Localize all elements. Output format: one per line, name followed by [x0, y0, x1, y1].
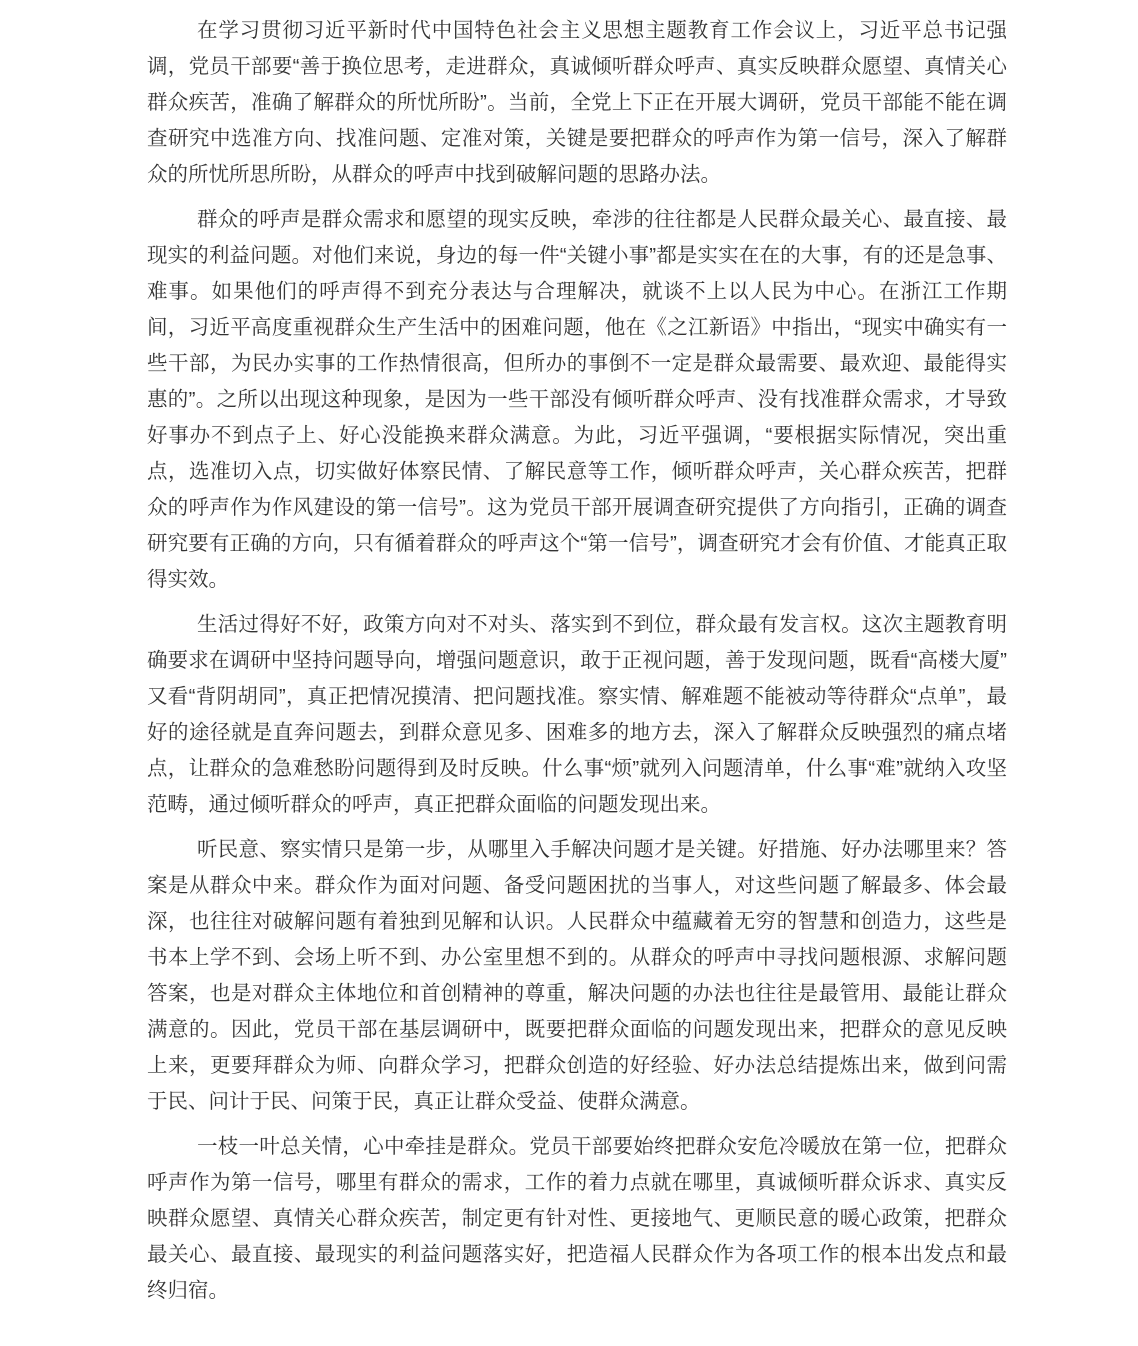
paragraph-problem-orientation: 生活过得好不好，政策方向对不对头、落实到不到位，群众最有发言权。这次主题教育明确要求在调研中坚持问题导向，增强问题意识，敢于正视问题，善于发现问题，既看“高楼大厦”又看“背阴胡同”，真正把情况摸清、把问题找准。察实情、解难题不能被动等待群众“点单”，最好的途径就是直奔问题去，到群众意见多、困难多的地方去，深入了解群众反映强烈的痛点堵点，让群众的急难愁盼问题得到及时反映。什么事“烦”就列入问题清单，什么事“难”就纳入攻坚范畴，通过倾听群众的呼声，真正把群众面临的问题发现出来。: [147, 613, 1007, 816]
paragraph-intro-topic: 在学习贯彻习近平新时代中国特色社会主义思想主题教育工作会议上，习近平总书记强调，党员干部要“善于换位思考，走进群众，真诚倾听群众呼声、真实反映群众愿望、真情关心群众疾苦，准确了解群众的所忧所盼”。当前，全党上下正在开展大调研，党员干部能不能在调查研究中选准方向、找准问题、定准对策，关键是要把群众的呼声作为第一信号，深入了解群众的所忧所思所盼，从群众的呼声中找到破解问题的思路办法。: [147, 19, 1007, 186]
paragraph-conclusion: 一枝一叶总关情，心中牵挂是群众。党员干部要始终把群众安危冷暖放在第一位，把群众呼声作为第一信号，哪里有群众的需求，工作的着力点就在哪里，真诚倾听群众诉求、真实反映群众愿望、真情关心群众疾苦，制定更有针对性、更接地气、更顺民意的暖心政策，把群众最关心、最直接、最现实的利益问题落实好，把造福人民群众作为各项工作的根本出发点和最终归宿。: [147, 1135, 1007, 1302]
paragraph-solutions-from-masses: 听民意、察实情只是第一步，从哪里入手解决问题才是关键。好措施、好办法哪里来？答案是从群众中来。群众作为面对问题、备受问题困扰的当事人，对这些问题了解最多、体会最深，也往往对破解问题有着独到见解和认识。人民群众中蕴藏着无穷的智慧和创造力，这些是书本上学不到、会场上听不到、办公室里想不到的。从群众的呼声中寻找问题根源、求解问题答案，也是对群众主体地位和首创精神的尊重，解决问题的办法也往往是最管用、最能让群众满意的。因此，党员干部在基层调研中，既要把群众面临的问题发现出来，把群众的意见反映上来，更要拜群众为师、向群众学习，把群众创造的好经验、好办法总结提炼出来，做到问需于民、问计于民、问策于民，真正让群众受益、使群众满意。: [147, 838, 1007, 1113]
paragraph-voice-of-masses: 群众的呼声是群众需求和愿望的现实反映，牵涉的往往都是人民群众最关心、最直接、最现实的利益问题。对他们来说，身边的每一件“关键小事”都是实实在在的大事，有的还是急事、难事。如果他们的呼声得不到充分表达与合理解决，就谈不上以人民为中心。在浙江工作期间，习近平高度重视群众生产生活中的困难问题，他在《之江新语》中指出，“现实中确实有一些干部，为民办实事的工作热情很高，但所办的事倒不一定是群众最需要、最欢迎、最能得实惠的”。之所以出现这种现象，是因为一些干部没有倾听群众呼声、没有找准群众需求，才导致好事办不到点子上、好心没能换来群众满意。为此，习近平强调，“要根据实际情况，突出重点，选准切入点，切实做好体察民情、了解民意等工作，倾听群众呼声，关心群众疾苦，把群众的呼声作为作风建设的第一信号”。这为党员干部开展调查研究提供了方向指引，正确的调查研究要有正确的方向，只有循着群众的呼声这个“第一信号”，调查研究才会有价值、才能真正取得实效。: [147, 208, 1007, 591]
